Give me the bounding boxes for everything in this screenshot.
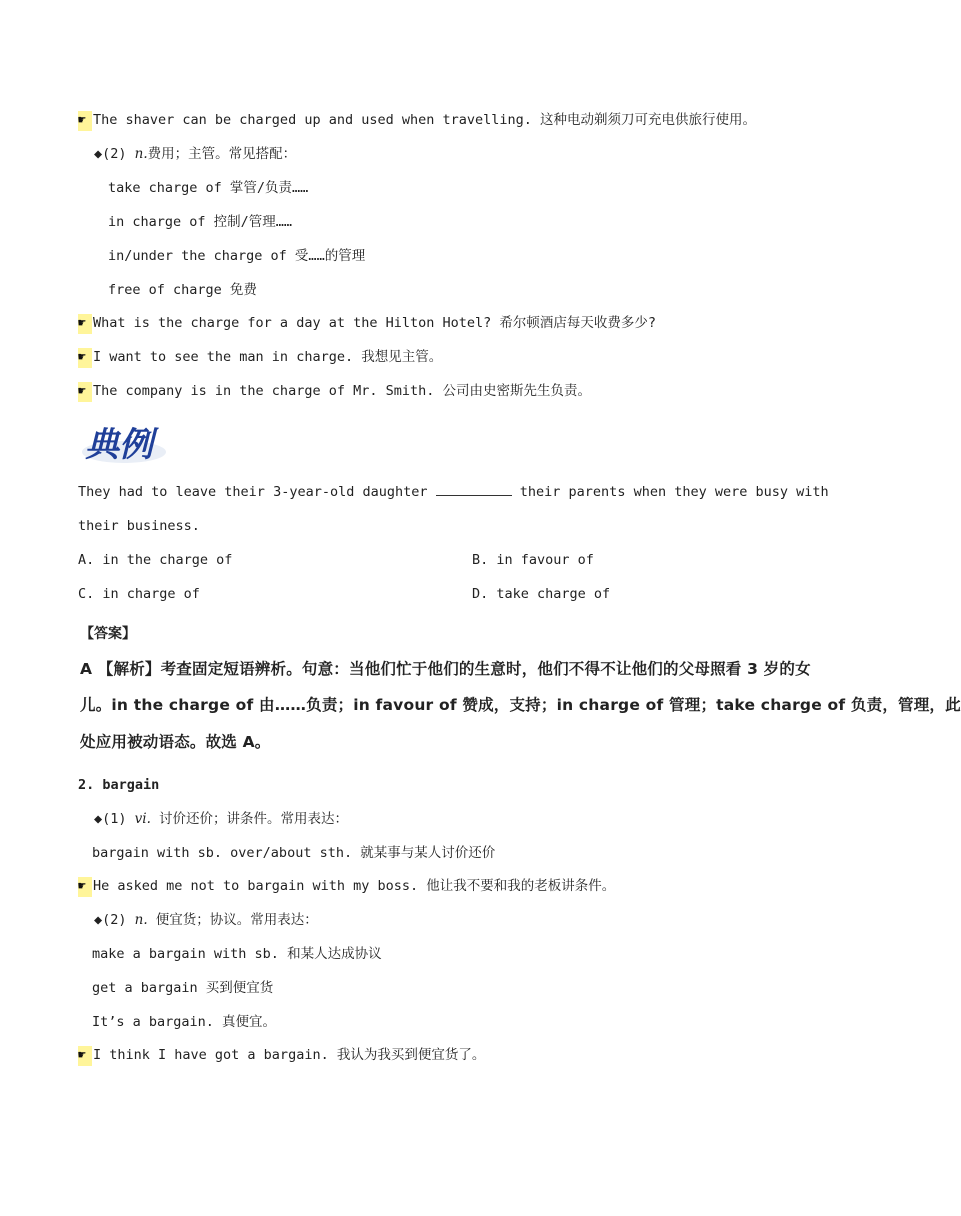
part-of-speech: n. [134,912,148,928]
question-part2: their parents when they were busy with [519,484,829,500]
pointing-hand-icon: ☛ [78,348,92,368]
example-line [78,1045,485,1066]
phrase-item: free of charge 免费 [108,282,257,298]
sense-marker: ◆(1) [94,811,127,827]
phrase-item: bargain with sb. over/about sth. 就某事与某人讨价还价 [92,845,496,861]
sense-text: 讨价还价；讲条件。常用表达： [159,811,349,827]
sense-text: 便宜货；协议。常用表达： [155,912,318,928]
answer-line: A 【解析】考查固定短语辨析。句意：当他们忙于他们的生意时，他们不得不让他们的父母照看 3 岁的女 [80,660,811,678]
pointing-hand-icon: ☛ [78,111,92,131]
question-line-2: their business. [78,518,200,534]
example-text: What is the charge for a day at the Hilton Hotel? 希尔顿酒店每天收费多少? [93,315,657,331]
phrase-item: in charge of 控制/管理…… [108,214,293,230]
option-b: B. in favour of [472,552,594,568]
option-c: C. in charge of [78,586,200,602]
question-part1: They had to leave their 3-year-old daughter [78,484,428,500]
sense-text: 费用；主管。常见搭配： [147,146,297,162]
phrase-item: get a bargain 买到便宜货 [92,980,274,996]
example-text: He asked me not to bargain with my boss. 他让我不要和我的老板讲条件。 [93,878,616,894]
phrase-item: take charge of 掌管/负责…… [108,180,309,196]
sense-marker: ◆(2) [94,146,127,162]
sense-marker: ◆(2) [94,912,127,928]
phrase-item: It’s a bargain. 真便宜。 [92,1014,277,1030]
sense-line [94,910,318,930]
sense-line [94,144,296,164]
section-title: 2. bargain [78,777,160,793]
logo-text: 典例 [85,425,153,465]
phrase-item: make a bargain with sb. 和某人达成协议 [92,946,382,962]
pointing-hand-icon: ☛ [78,382,92,402]
option-d: D. take charge of [472,586,611,602]
example-text: I think I have got a bargain. 我认为我买到便宜货了。 [93,1047,486,1063]
phrase-item: in/under the charge of 受……的管理 [108,248,366,264]
pointing-hand-icon: ☛ [78,314,92,334]
example-logo [80,418,170,466]
option-a: A. in the charge of [78,552,233,568]
example-line [78,347,442,368]
answer-line: 儿。in the charge of 由……负责；in favour of 赞成，支持；in charge of 管理；take charge of 负责，管理，此 [80,696,961,714]
pointing-hand-icon: ☛ [78,877,92,897]
pointing-hand-icon: ☛ [78,1046,92,1066]
part-of-speech: vi. [134,811,151,827]
example-en: The shaver can be charged up and used when travelling. [93,112,532,128]
question-line [78,482,829,502]
example-line [78,313,656,334]
example-text: The company is in the charge of Mr. Smith. 公司由史密斯先生负责。 [93,383,591,399]
example-text: I want to see the man in charge. 我想见主管。 [93,349,443,365]
answer-heading: 【答案】 [80,626,136,642]
answer-line: 处应用被动语态。故选 A。 [80,733,271,751]
part-of-speech: n. [134,146,148,162]
sense-line [94,809,348,829]
example-line [78,876,615,897]
answer-blank [436,483,512,496]
example-zh: 这种电动剃须刀可充电供旅行使用。 [540,112,757,128]
example-line [78,381,591,402]
example-line [78,110,756,131]
